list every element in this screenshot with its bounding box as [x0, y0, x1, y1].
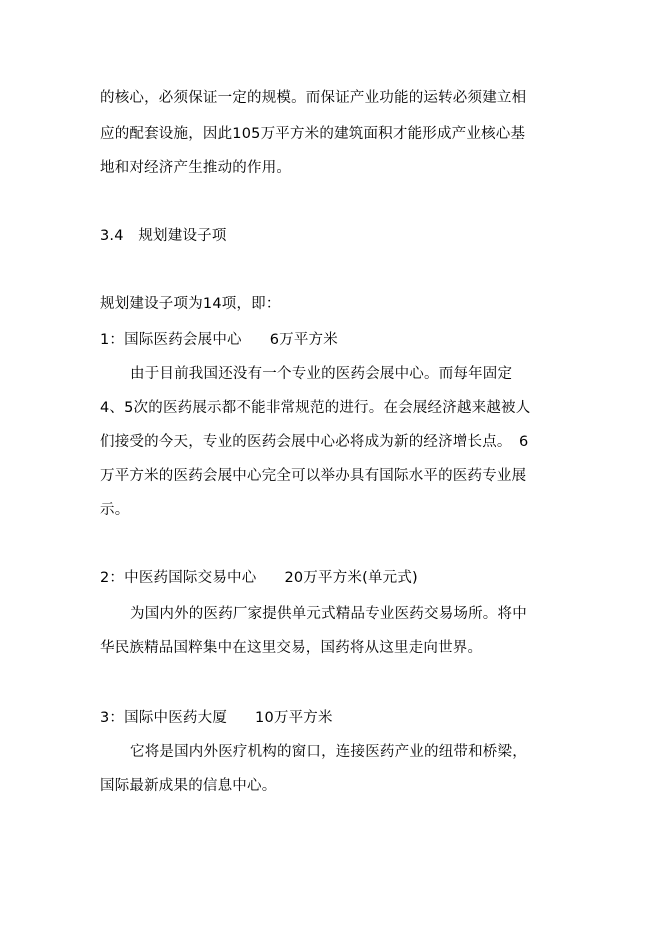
paragraph-line: 为国内外的医药厂家提供单元式精品专业医药交易场所。将中 [130, 606, 527, 622]
paragraph-line: 们接受的今天，专业的医药会展中心必将成为新的经济增长点。 6 [100, 434, 529, 450]
paragraph-line: 万平方米的医药会展中心完全可以举办具有国际水平的医药专业展 [100, 468, 527, 484]
section-heading: 3.4 规划建设子项 [100, 228, 227, 244]
item-title: 3：国际中医药大厦 [100, 710, 228, 726]
paragraph-line: 国际最新成果的信息中心。 [100, 778, 277, 794]
paragraph-line: 的核心，必须保证一定的规模。而保证产业功能的运转必须建立相 [100, 90, 527, 106]
item-heading-1 [100, 330, 338, 350]
paragraph-line: 示。 [100, 502, 130, 518]
item-title: 1：国际医药会展中心 [100, 332, 242, 348]
summary-line: 规划建设子项为14项，即： [100, 296, 281, 312]
paragraph-line: 4、5次的医药展示都不能非常规范的进行。在会展经济越来越被人 [100, 400, 531, 416]
paragraph-line: 地和对经济产生推动的作用。 [100, 160, 292, 176]
paragraph-line: 应的配套设施，因此105万平方米的建筑面积才能形成产业核心基 [100, 126, 526, 142]
paragraph-line: 华民族精品国粹集中在这里交易，国药将从这里走向世界。 [100, 640, 483, 656]
item-heading-3 [100, 708, 333, 728]
item-area: 20万平方米(单元式) [284, 570, 418, 586]
item-title: 2：中医药国际交易中心 [100, 570, 257, 586]
item-area: 10万平方米 [255, 710, 333, 726]
paragraph-line: 它将是国内外医疗机构的窗口，连接医药产业的纽带和桥梁， [130, 744, 527, 760]
item-heading-2 [100, 568, 418, 588]
paragraph-line: 由于目前我国还没有一个专业的医药会展中心。而每年固定 [130, 366, 513, 382]
item-area: 6万平方米 [269, 332, 338, 348]
